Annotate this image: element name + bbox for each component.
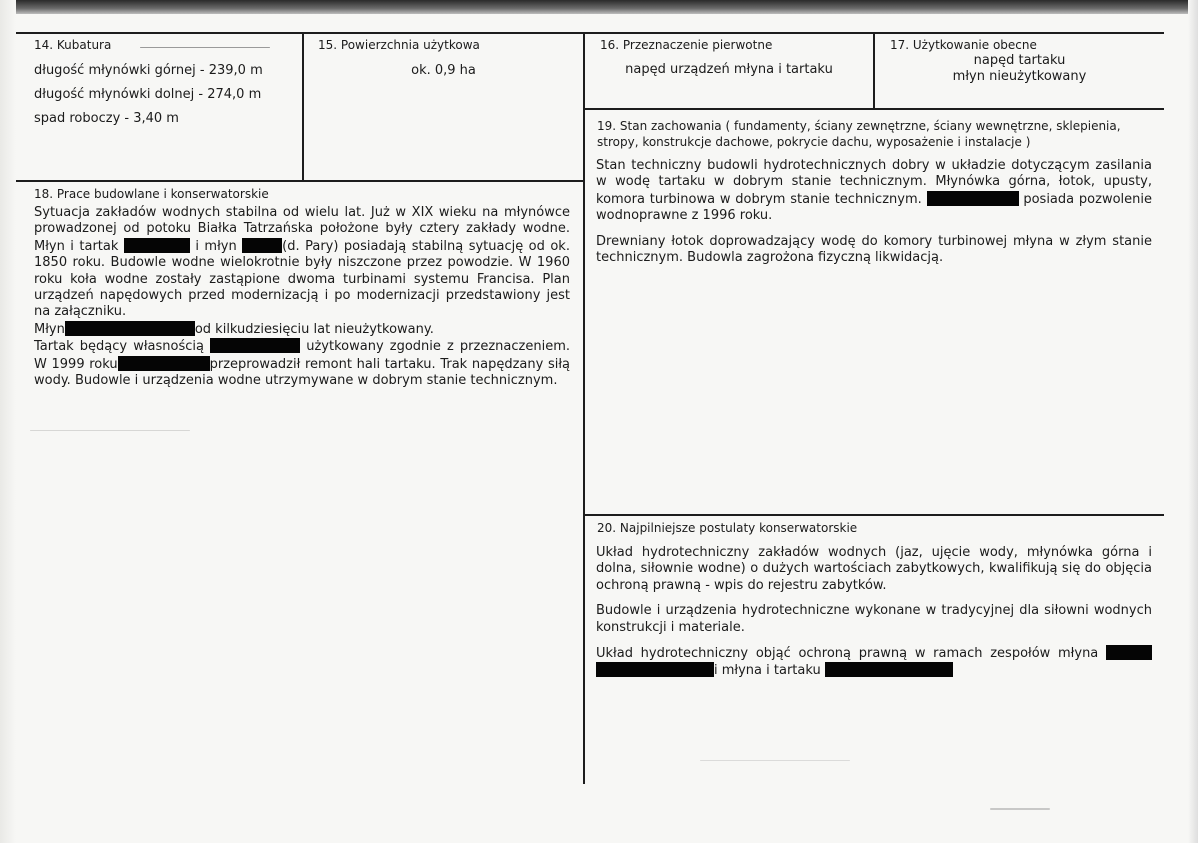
s20-paragraph-2: Budowle i urządzenia hydrotechniczne wykonane w tradycyjnej dla siłowni wodnych konstrukcji i materiale. — [596, 603, 1152, 635]
s18-paragraph-2: Młyn od kilkudziesięciu lat nieużytkowany. — [34, 321, 434, 337]
redaction-block — [1106, 645, 1152, 660]
scan-speck — [700, 760, 850, 761]
s18-body — [34, 205, 570, 389]
redaction-block — [210, 338, 300, 353]
s15-value: ok. 0,9 ha — [411, 63, 476, 78]
s18-paragraph-1: Sytuacja zakładów wodnych stabilna od wielu lat. Już w XIX wieku na młynówce prowadzonej od potoku Białka Tatrzańska położone były cztery zakłady wodne. Młyn i tartak i młyn (d. Pary) posiadają stabilną sytuację od ok. 1850 roku. Budowle wodne wielokrotnie były niszczone przez powodzie. W 1960 roku koła wodne zostały zastąpione dwoma turbinami systemu Francisa. Plan urządzeń napędowych przed modernizacją i po modernizacji przedstawiony jest na załączniku. — [34, 205, 570, 320]
section-20-title: 20. Najpilniejsze postulaty konserwatorskie — [597, 521, 858, 535]
section-18-title: 18. Prace budowlane i konserwatorskie — [34, 187, 269, 201]
divider-left-right — [583, 32, 585, 784]
s20-paragraph-1: Układ hydrotechniczny zakładów wodnych (jaz, ujęcie wody, młynówka górna i dolna, siłownie wodne) o dużych wartościach zabytkowych, kwalifikują się do objęcia ochroną prawną - wpis do rejestru zabytków. — [596, 545, 1152, 593]
scan-top-edge — [0, 0, 1198, 14]
scan-speck — [990, 808, 1050, 810]
s19-paragraph-2: Drewniany łotok doprowadzający wodę do komory turbinowej młyna w złym stanie technicznym. Budowla zagrożona fizyczną likwidacją. — [596, 233, 1152, 266]
s19-body — [596, 158, 1152, 266]
s14-line-1: długość młynówki górnej - 239,0 m — [34, 63, 263, 78]
border-below-14-15 — [16, 180, 585, 182]
s20-body — [596, 545, 1152, 680]
border-above-20 — [583, 514, 1164, 516]
redaction-block — [124, 238, 190, 253]
section-17-title: 17. Użytkowanie obecne — [890, 38, 1037, 52]
section-19-title: 19. Stan zachowania ( fundamenty, ściany zewnętrzne, ściany wewnętrzne, sklepienia, stropy, konstrukcje dachowe, pokrycie dachu, wyposażenie i instalacje ) — [597, 119, 1121, 149]
s17-value-2: młyn nieużytkowany — [952, 69, 1087, 84]
s16-value: napęd urządzeń młyna i tartaku — [625, 62, 833, 77]
redaction-block — [825, 662, 953, 677]
s14-line-2: długość młynówki dolnej - 274,0 m — [34, 87, 262, 102]
border-below-16-17 — [583, 108, 1164, 110]
table-top-border — [16, 32, 1164, 34]
scan-speck — [140, 47, 270, 48]
redaction-block — [118, 356, 210, 371]
section-16-title: 16. Przeznaczenie pierwotne — [600, 38, 773, 52]
s14-line-3: spad roboczy - 3,40 m — [34, 111, 179, 126]
s19-paragraph-1: Stan techniczny budowli hydrotechnicznych dobry w układzie dotyczącym zasilania w wodę tartaku w dobrym stanie technicznym. Młynówka górna, łotok, upusty, komora turbinowa w dobrym stanie technicznym. posiada pozwolenie wodnoprawne z 1996 roku. — [596, 158, 1152, 224]
redaction-block — [596, 662, 714, 677]
section-15-title: 15. Powierzchnia użytkowa — [318, 38, 480, 52]
scan-right-edge — [1188, 0, 1198, 843]
redaction-block — [927, 191, 1019, 206]
s17-value-1: napęd tartaku — [973, 53, 1066, 68]
scan-speck — [30, 430, 190, 431]
scan-left-edge — [0, 0, 16, 843]
divider-14-15 — [302, 32, 304, 182]
redaction-block — [242, 238, 282, 253]
section-14-title: 14. Kubatura — [34, 38, 112, 52]
redaction-block — [65, 321, 195, 336]
s18-paragraph-3: Tartak będący własnością użytkowany zgodnie z przeznaczeniem. W 1999 roku przeprowadził remont hali tartaku. Trak napędzany siłą wody. Budowle i urządzenia wodne utrzymywane w dobrym stanie technicznym. — [34, 339, 570, 389]
s20-paragraph-3: Układ hydrotechniczny objąć ochroną prawną w ramach zespołów młyna i młyna i tartaku — [596, 645, 1152, 680]
